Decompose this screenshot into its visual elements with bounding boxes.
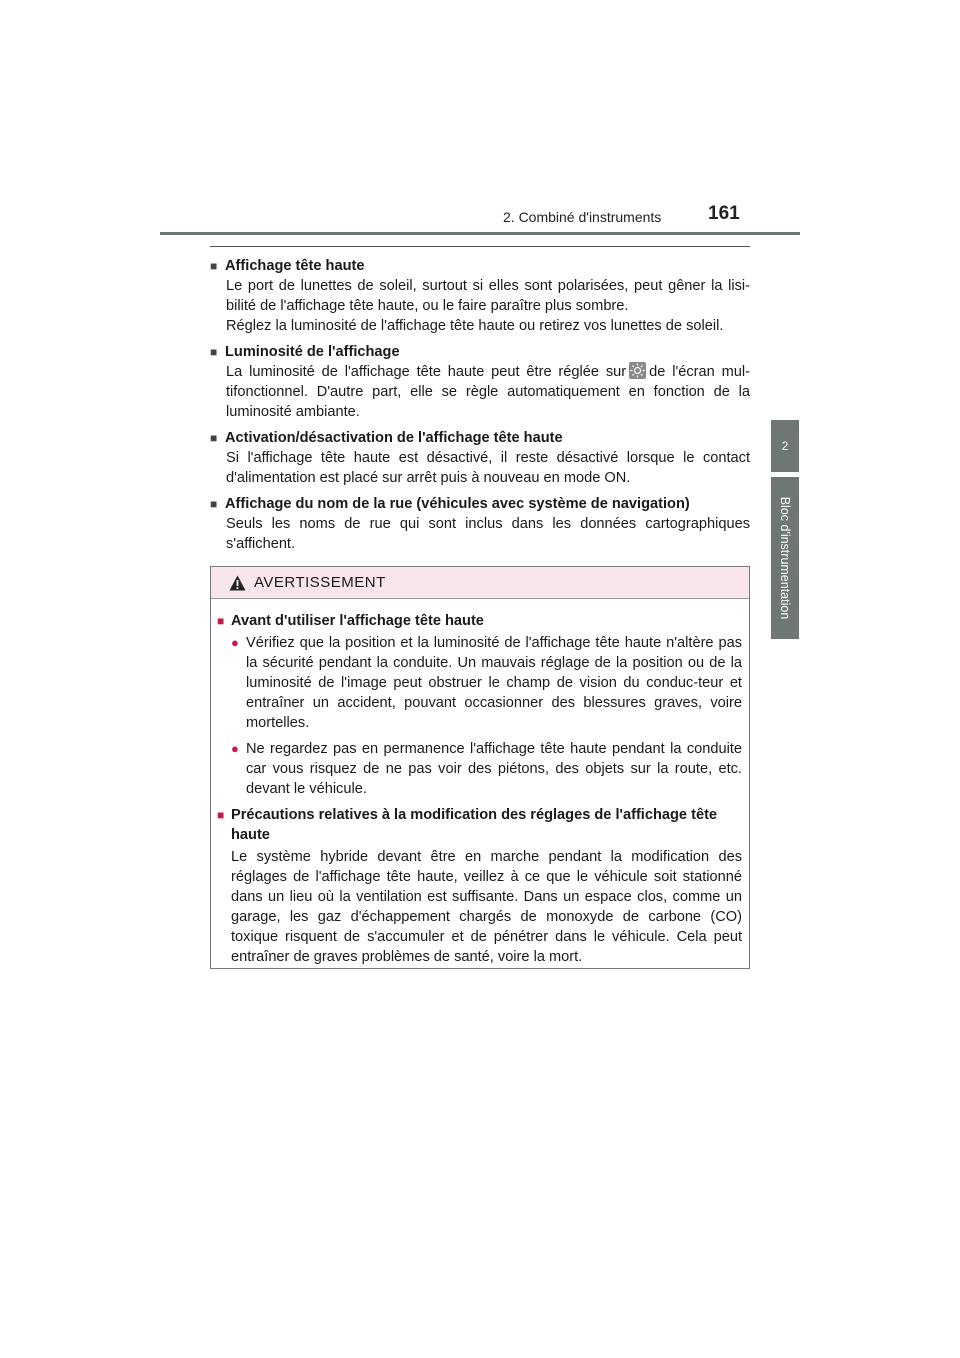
circle-bullet-icon: ● (231, 635, 239, 650)
item-paragraph: Le port de lunettes de soleil, surtout si elles sont polarisées, peut gêner la lisi-bilité de l'affichage tête haute, ou le faire paraître plus sombre. (226, 278, 750, 314)
square-bullet-icon: ■ (217, 614, 225, 628)
warning-content (211, 599, 749, 967)
square-bullet-icon: ■ (217, 808, 225, 822)
item-street-name (210, 494, 750, 554)
item-display-brightness (210, 342, 750, 422)
warning-triangle-icon (229, 575, 246, 591)
warning-section-body: Le système hybride devant être en marche pendant la modification des réglages de l'affichage tête haute, veillez à ce que le véhicule soit stationné dans un lieu où la ventilation est suffisante. Dans un espace clos, comme un garage, les gaz d'échappement chargés de monoxyde de carbone (CO) toxique risquent de s'accumuler et de pénétrer dans le véhicule. Cela peut entraîner de graves problèmes de santé, voire la mort. (231, 849, 742, 965)
warning-box (210, 566, 750, 969)
warning-header (211, 567, 749, 599)
sun-brightness-icon (629, 362, 646, 379)
warning-bullet-text: Vérifiez que la position et la luminosité de l'affichage tête haute n'altère pas la sécurité pendant la conduite. Un mauvais réglage de la position ou de la luminosité de l'image peut obstruer le champ de vision du conduc-teur et entraîner un accident, pouvant occasionner des blessures graves, voire mortelles. (246, 635, 742, 731)
item-title (210, 342, 750, 362)
warning-section-title-text: Avant d'utiliser l'affichage tête haute (231, 613, 484, 629)
warning-bullet-text: Ne regardez pas en permanence l'affichage tête haute pendant la conduite car vous risquez de ne pas voir des piétons, des objets sur la route, etc. devant le véhicule. (246, 741, 742, 797)
circle-bullet-icon: ● (231, 741, 239, 756)
header-section-title: 2. Combiné d'instruments (503, 209, 662, 225)
item-paragraph: Réglez la luminosité de l'affichage tête haute ou retirez vos lunettes de soleil. (226, 318, 724, 334)
square-bullet-icon: ■ (210, 497, 218, 511)
content-rule (210, 246, 750, 247)
square-bullet-icon: ■ (210, 259, 218, 273)
chapter-number: 2 (781, 439, 789, 453)
warning-label: AVERTISSEMENT (254, 574, 386, 591)
warning-section-title-text: Précautions relatives à la modification des réglages de l'affichage tête haute (231, 807, 718, 843)
square-bullet-icon: ■ (210, 345, 218, 359)
item-title (210, 428, 750, 448)
square-bullet-icon: ■ (210, 431, 218, 445)
chapter-label: Bloc d'instrumentation (778, 496, 792, 620)
warning-bullet (217, 739, 742, 799)
item-body (210, 276, 750, 336)
item-body: Si l'affichage tête haute est désactivé, il reste désactivé lorsque le contact d'alimentation est placé sur arrêt puis à nouveau en mode ON. (226, 450, 750, 486)
item-activation (210, 428, 750, 488)
item-title (210, 494, 750, 514)
item-title-text: Luminosité de l'affichage (225, 344, 400, 360)
item-title-text: Affichage du nom de la rue (véhicules avec système de navigation) (225, 496, 690, 512)
page-number: 161 (708, 203, 740, 224)
item-text-before-icon: La luminosité de l'affichage tête haute peut être réglée sur (226, 364, 627, 380)
item-body (210, 362, 750, 422)
main-content (210, 256, 750, 560)
side-tab-chapter-label (771, 477, 799, 639)
warning-section-title (217, 805, 742, 845)
item-body: Seuls les noms de rue qui sont inclus dans les données cartographiques s'affichent. (226, 516, 750, 552)
item-title-text: Activation/désactivation de l'affichage tête haute (225, 430, 563, 446)
side-tab-chapter-number (771, 420, 799, 472)
item-title-text: Affichage tête haute (225, 258, 365, 274)
item-heads-up-display (210, 256, 750, 336)
warning-section-title (217, 611, 742, 631)
warning-bullet (217, 633, 742, 733)
header-rule (160, 232, 800, 235)
item-text-after-icon: de l'écran mul-tifonctionnel. D'autre part, elle se règle automatiquement en fonction de la luminosité ambiante. (226, 364, 750, 420)
item-title (210, 256, 750, 276)
